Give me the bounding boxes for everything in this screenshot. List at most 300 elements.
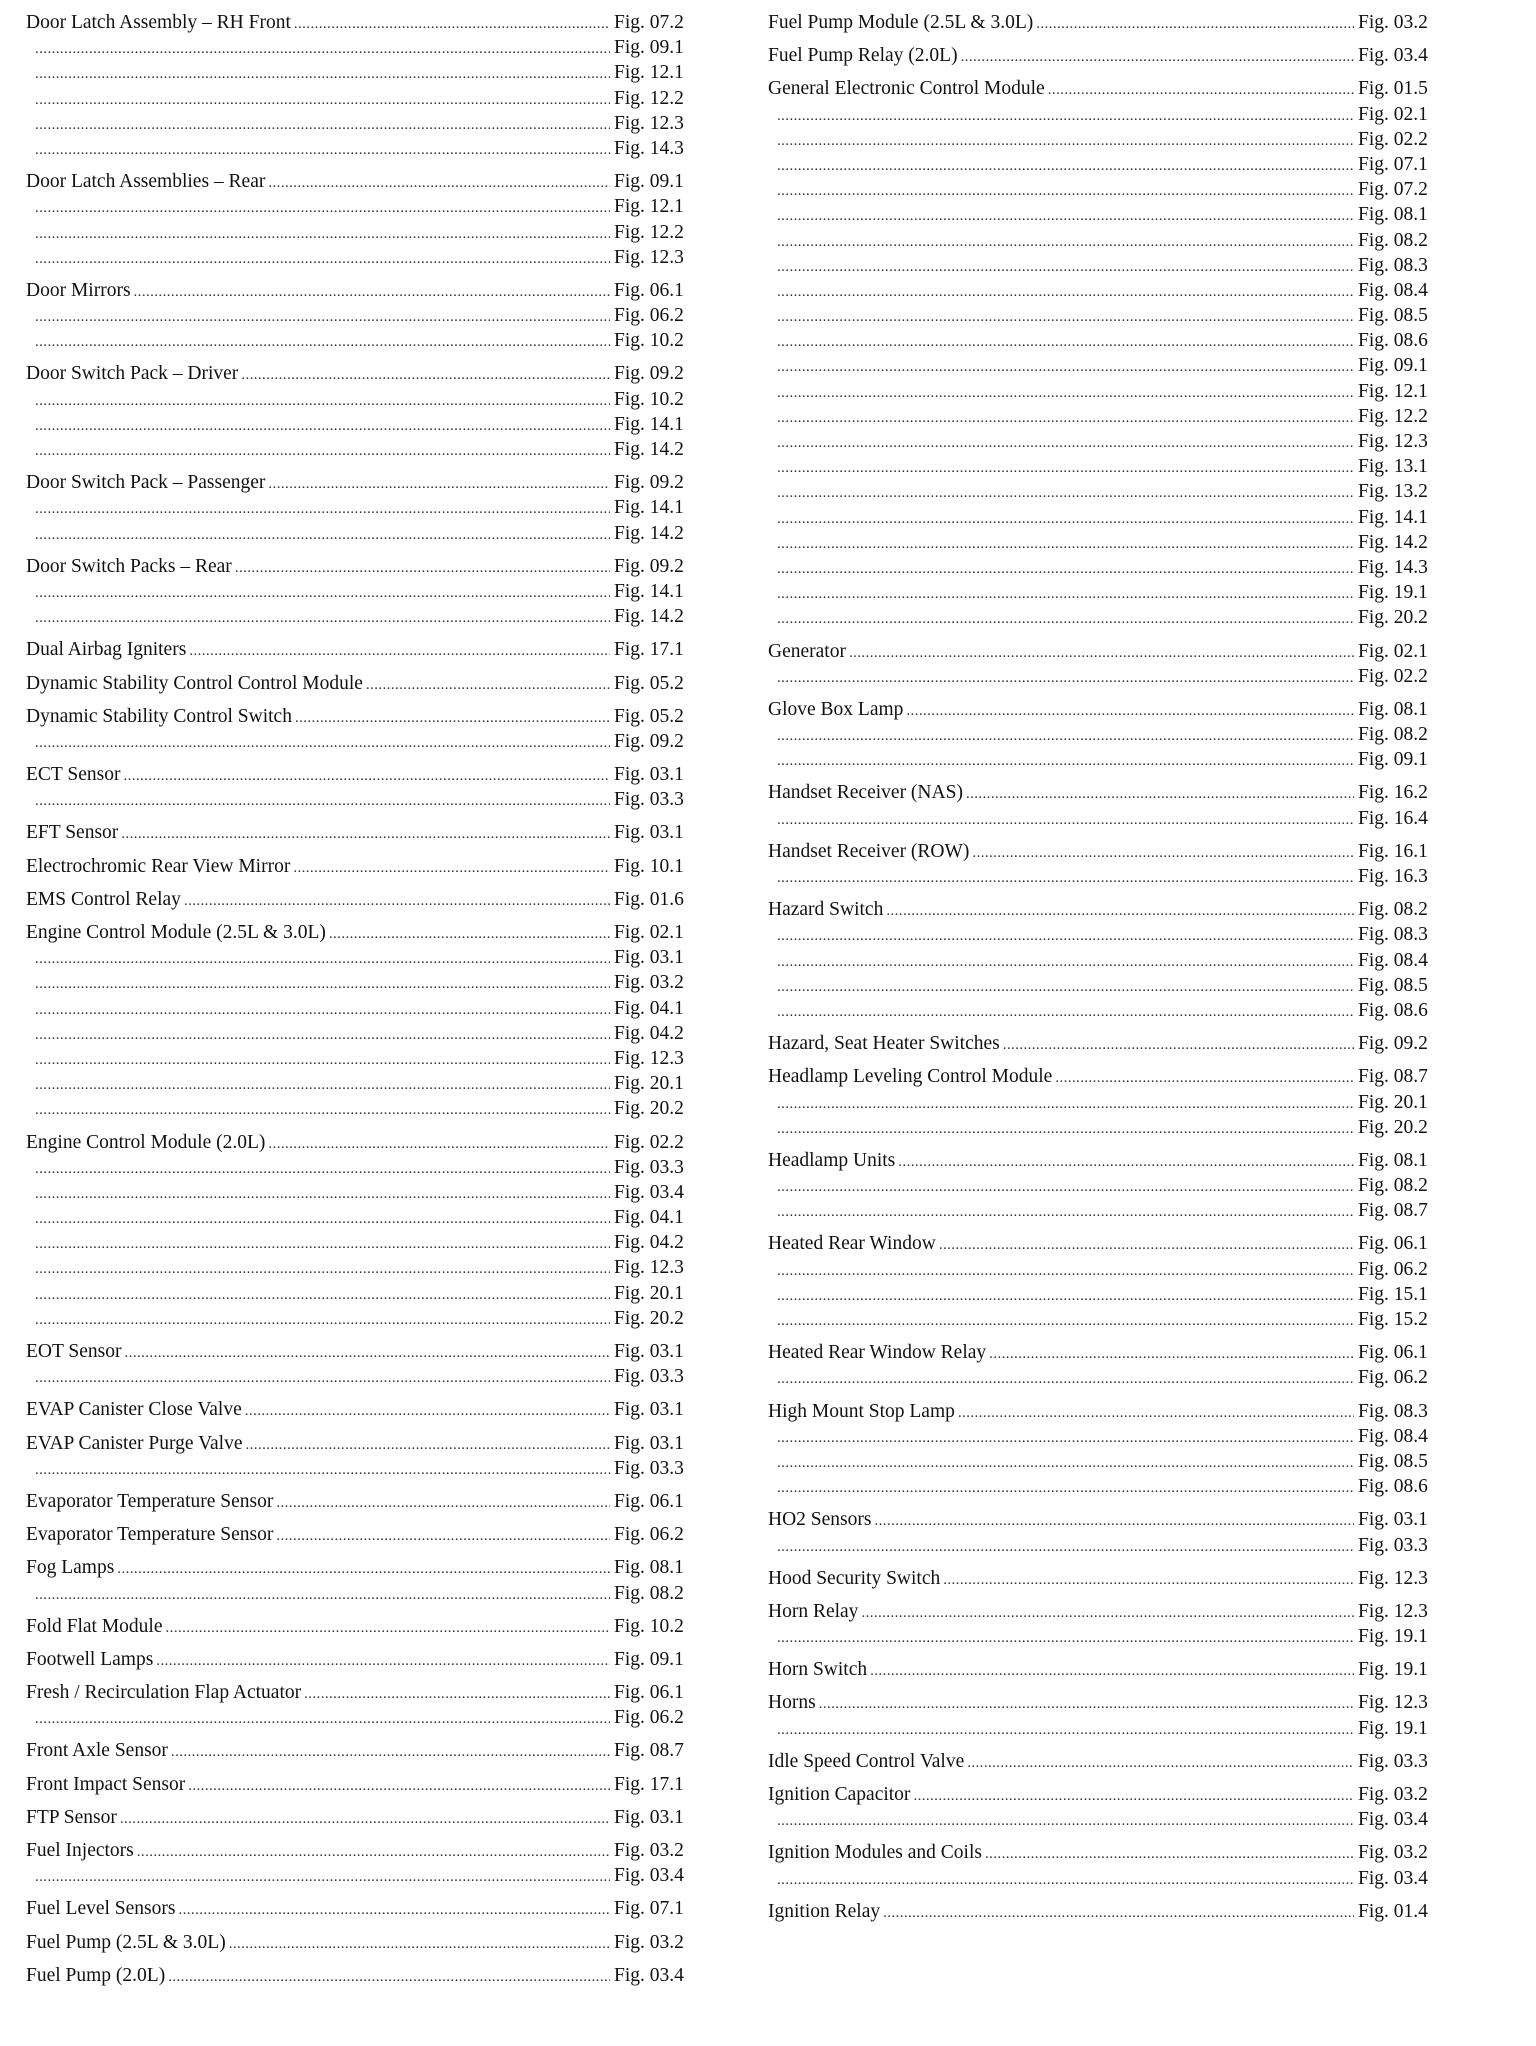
figure-reference: Fig. 12.2 [614, 221, 684, 243]
index-entry-line [26, 1930, 700, 1955]
dot-leader [32, 389, 610, 414]
dot-leader [774, 431, 1354, 456]
dot-leader [986, 1342, 1354, 1367]
dot-leader [816, 1692, 1354, 1717]
index-entry-title: Fresh / Recirculation Flap Actuator [26, 1682, 302, 1704]
dot-leader [963, 782, 1354, 807]
figure-reference: Fig. 03.4 [614, 1181, 684, 1203]
figure-reference: Fig. 08.5 [1358, 974, 1428, 996]
dot-leader [774, 104, 1354, 129]
dot-leader [774, 406, 1354, 431]
index-entry-line [768, 1399, 1444, 1424]
figure-reference: Fig. 08.2 [1358, 1175, 1428, 1197]
index-entry-title: General Electronic Control Module [768, 78, 1045, 100]
index-continuation-line [26, 495, 700, 520]
dot-leader [895, 1150, 1354, 1175]
index-entry-line [26, 169, 700, 194]
index-continuation-line [26, 1071, 700, 1096]
index-continuation-line [768, 404, 1444, 429]
dot-leader [1033, 12, 1354, 37]
figure-reference: Fig. 08.2 [614, 1582, 684, 1604]
index-entry [768, 897, 1444, 1023]
index-entry-title: Ignition Capacitor [768, 1784, 911, 1805]
dot-leader [964, 1751, 1354, 1776]
index-entry [768, 76, 1444, 630]
dot-leader [185, 1774, 610, 1799]
dot-leader [32, 1283, 610, 1308]
index-continuation-line [768, 379, 1444, 404]
index-entry-line [26, 1772, 700, 1797]
index-entry [26, 169, 700, 270]
dot-leader [273, 1491, 610, 1516]
dot-leader [774, 724, 1354, 749]
figure-reference: Fig. 14.3 [1358, 556, 1428, 578]
dot-leader [242, 1399, 610, 1424]
dot-leader [32, 1257, 610, 1282]
figure-reference: Fig. 12.2 [1358, 405, 1428, 427]
figure-reference: Fig. 14.2 [614, 606, 684, 628]
figure-reference: Fig. 10.2 [614, 388, 684, 410]
index-entry [26, 1772, 700, 1797]
index-entry [26, 1805, 700, 1830]
dot-leader [774, 1092, 1354, 1117]
index-entry-line [26, 1963, 700, 1988]
dot-leader [774, 1259, 1354, 1284]
dot-leader [153, 1649, 610, 1674]
dot-leader [858, 1601, 1354, 1626]
figure-reference: Fig. 08.2 [1358, 899, 1428, 921]
figure-reference: Fig. 06.1 [614, 279, 684, 301]
index-continuation-line [768, 998, 1444, 1023]
dot-leader [774, 1868, 1354, 1893]
index-continuation-line [768, 102, 1444, 127]
index-entry-title: Evaporator Temperature Sensor [26, 1524, 274, 1546]
index-entry [768, 1840, 1444, 1890]
figure-reference: Fig. 03.2 [1358, 12, 1428, 33]
dot-leader [774, 1718, 1354, 1743]
index-entry [26, 704, 700, 754]
index-continuation-line [26, 328, 700, 353]
figure-reference: Fig. 08.4 [1358, 949, 1428, 971]
figure-reference: Fig. 19.1 [1358, 1659, 1428, 1681]
index-entry [768, 1749, 1444, 1774]
figure-reference: Fig. 12.2 [614, 87, 684, 109]
figure-reference: Fig. 08.6 [1358, 330, 1428, 352]
dot-leader [32, 1707, 610, 1732]
dot-leader [265, 472, 610, 497]
index-entry [26, 1431, 700, 1481]
figure-reference: Fig. 08.3 [1358, 924, 1428, 946]
index-continuation-line [26, 1255, 700, 1280]
dot-leader [326, 922, 610, 947]
figure-reference: Fig. 14.1 [614, 413, 684, 435]
index-entry [26, 1963, 700, 1988]
dot-leader [774, 607, 1354, 632]
dot-leader [846, 641, 1354, 666]
index-continuation-line [768, 353, 1444, 378]
figure-reference: Fig. 12.1 [614, 196, 684, 218]
index-entry-title: Dual Airbag Igniters [26, 639, 187, 661]
dot-leader [168, 1740, 610, 1765]
dot-leader [32, 789, 610, 814]
figure-reference: Fig. 10.2 [614, 1615, 684, 1637]
index-entry-title: EVAP Canister Purge Valve [26, 1432, 243, 1454]
dot-leader [32, 196, 610, 221]
figure-reference: Fig. 03.3 [1358, 1534, 1428, 1556]
figure-reference: Fig. 09.1 [1358, 749, 1428, 771]
index-continuation-line [768, 1090, 1444, 1115]
index-entry-title: Hazard Switch [768, 899, 884, 921]
index-entry-title: High Mount Stop Lamp [768, 1400, 955, 1422]
index-continuation-line [768, 922, 1444, 947]
dot-leader [774, 557, 1354, 582]
figure-reference: Fig. 03.1 [614, 1432, 684, 1454]
index-column-left [26, 10, 700, 1996]
index-entry-title: Fuel Pump (2.0L) [26, 1964, 166, 1986]
index-continuation-line [768, 1807, 1444, 1832]
figure-reference: Fig. 05.2 [614, 705, 684, 727]
figure-reference: Fig. 03.1 [614, 764, 684, 786]
index-entry-title: Front Impact Sensor [26, 1773, 186, 1795]
index-entry-title: ECT Sensor [26, 764, 121, 786]
figure-reference: Fig. 09.2 [614, 363, 684, 385]
index-entry-title: Idle Speed Control Valve [768, 1750, 965, 1772]
dot-leader [774, 1000, 1354, 1025]
index-continuation-line [26, 437, 700, 462]
dot-leader [774, 381, 1354, 406]
index-continuation-line [26, 60, 700, 85]
dot-leader [32, 305, 610, 330]
dot-leader [774, 305, 1354, 330]
dot-leader [774, 1175, 1354, 1200]
index-entry-line [26, 1838, 700, 1863]
figure-reference: Fig. 15.2 [1358, 1309, 1428, 1330]
index-entry-title: Horns [768, 1692, 816, 1714]
index-continuation-line [768, 1716, 1444, 1741]
index-continuation-line [768, 747, 1444, 772]
index-continuation-line [26, 220, 700, 245]
dot-leader [32, 1023, 610, 1048]
index-continuation-line [26, 1456, 700, 1481]
index-continuation-line [26, 1364, 700, 1389]
dot-leader [163, 1616, 610, 1641]
figure-reference: Fig. 10.2 [614, 330, 684, 352]
index-entry-line [26, 1522, 700, 1547]
index-continuation-line [768, 1198, 1444, 1223]
index-continuation-line [26, 1306, 700, 1331]
index-entry-title: Door Switch Pack – Passenger [26, 472, 266, 494]
figure-reference: Fig. 01.5 [1358, 78, 1428, 100]
index-continuation-line [26, 35, 700, 60]
figure-reference: Fig. 08.1 [1358, 698, 1428, 720]
index-entry [26, 554, 700, 630]
figure-reference: Fig. 03.2 [614, 1840, 684, 1861]
figure-reference: Fig. 09.1 [614, 1648, 684, 1670]
index-entry [26, 1522, 700, 1547]
index-continuation-line [26, 1581, 700, 1606]
index-entry-line [26, 1896, 700, 1921]
figure-reference: Fig. 09.2 [614, 730, 684, 752]
figure-reference: Fig. 03.2 [614, 1931, 684, 1953]
index-entry-line [26, 820, 700, 845]
figure-reference: Fig. 03.4 [614, 1865, 684, 1887]
figure-reference: Fig. 09.2 [614, 472, 684, 494]
dot-leader [134, 1840, 610, 1865]
figure-reference: Fig. 14.2 [1358, 531, 1428, 553]
index-entry-line [768, 76, 1444, 101]
index-entry [26, 10, 700, 161]
dot-leader [32, 581, 610, 606]
index-entry [26, 820, 700, 845]
figure-reference: Fig. 16.2 [1358, 782, 1428, 804]
index-entry-title: EOT Sensor [26, 1341, 122, 1362]
index-entry-line [26, 1397, 700, 1422]
figure-reference: Fig. 09.1 [614, 37, 684, 59]
index-continuation-line [26, 1021, 700, 1046]
figure-reference: Fig. 14.1 [614, 580, 684, 602]
index-entry-line [768, 697, 1444, 722]
figure-reference: Fig. 02.2 [614, 1131, 684, 1153]
index-continuation-line [26, 86, 700, 111]
index-entry-line [768, 1340, 1444, 1365]
index-entry-title: Door Latch Assembly – RH Front [26, 12, 291, 33]
index-entry-line [26, 1738, 700, 1763]
index-entry [768, 1231, 1444, 1332]
index-entry-title: Hazard, Seat Heater Switches [768, 1033, 1000, 1055]
index-entry-line [26, 1647, 700, 1672]
figure-reference: Fig. 19.1 [1358, 582, 1428, 604]
index-entry-line [768, 1566, 1444, 1591]
dot-leader [955, 1401, 1354, 1426]
dot-leader [265, 1132, 610, 1157]
dot-leader [32, 37, 610, 62]
dot-leader [774, 1367, 1354, 1392]
index-continuation-line [26, 1705, 700, 1730]
index-entry [768, 1148, 1444, 1224]
index-entry-line [26, 1339, 700, 1364]
dot-leader [774, 1200, 1354, 1225]
dot-leader [32, 731, 610, 756]
index-column-right [768, 10, 1444, 1932]
index-continuation-line [26, 194, 700, 219]
index-entry [26, 1896, 700, 1921]
dot-leader [969, 841, 1354, 866]
figure-reference: Fig. 06.2 [1358, 1258, 1428, 1280]
index-entry-title: Ignition Relay [768, 1900, 881, 1922]
figure-reference: Fig. 08.4 [1358, 279, 1428, 301]
index-entry [768, 10, 1444, 35]
figure-reference: Fig. 12.3 [614, 1047, 684, 1069]
figure-reference: Fig. 01.6 [614, 888, 684, 910]
figure-reference: Fig. 20.1 [614, 1073, 684, 1095]
dot-leader [774, 1426, 1354, 1451]
index-entry-title: Electrochromic Rear View Mirror [26, 855, 291, 877]
figure-reference: Fig. 08.6 [1358, 1476, 1428, 1498]
index-entry [768, 839, 1444, 889]
figure-reference: Fig. 10.1 [614, 855, 684, 877]
index-continuation-line [26, 303, 700, 328]
figure-reference: Fig. 12.1 [614, 62, 684, 84]
dot-leader [301, 1682, 610, 1707]
figure-reference: Fig. 08.7 [614, 1740, 684, 1762]
figure-reference: Fig. 15.1 [1358, 1283, 1428, 1305]
figure-reference: Fig. 08.5 [1358, 1450, 1428, 1472]
index-entry-title: Ignition Modules and Coils [768, 1842, 982, 1864]
dot-leader [32, 1098, 610, 1123]
index-continuation-line [26, 387, 700, 412]
index-entry-line [768, 1899, 1444, 1924]
figure-reference: Fig. 03.3 [1358, 1750, 1428, 1772]
figure-reference: Fig. 12.3 [1358, 1567, 1428, 1589]
figure-reference: Fig. 08.5 [1358, 305, 1428, 327]
index-entry [768, 1782, 1444, 1832]
dot-leader [774, 532, 1354, 557]
index-entry [768, 697, 1444, 773]
index-entry-line [768, 897, 1444, 922]
figure-reference: Fig. 03.1 [614, 1399, 684, 1421]
dot-leader [1052, 1066, 1354, 1091]
dot-leader [32, 947, 610, 972]
figure-reference: Fig. 20.1 [1358, 1091, 1428, 1113]
dot-leader [273, 1524, 610, 1549]
index-continuation-line [26, 521, 700, 546]
dot-leader [32, 330, 610, 355]
dot-leader [774, 1626, 1354, 1651]
index-entry-line [768, 1031, 1444, 1056]
figure-reference: Fig. 08.6 [1358, 999, 1428, 1021]
index-entry [26, 1339, 700, 1389]
figure-reference: Fig. 04.2 [614, 1232, 684, 1254]
index-continuation-line [768, 580, 1444, 605]
figure-reference: Fig. 03.2 [614, 972, 684, 994]
index-entry-title: Door Switch Pack – Driver [26, 363, 239, 385]
index-continuation-line [768, 1307, 1444, 1332]
figure-reference: Fig. 12.3 [614, 1257, 684, 1279]
dot-leader [32, 1583, 610, 1608]
dot-leader [774, 1809, 1354, 1834]
dot-leader [774, 975, 1354, 1000]
dot-leader [32, 222, 610, 247]
dot-leader [774, 230, 1354, 255]
dot-leader [774, 204, 1354, 229]
index-entry-title: Door Mirrors [26, 279, 131, 301]
index-entry-title: Fuel Pump Module (2.5L & 3.0L) [768, 12, 1034, 33]
index-entry [26, 1930, 700, 1955]
index-continuation-line [26, 1863, 700, 1888]
dot-leader [1000, 1033, 1354, 1058]
index-entry-line [26, 1130, 700, 1155]
dot-leader [774, 950, 1354, 975]
index-entry-line [26, 1431, 700, 1456]
dot-leader [32, 414, 610, 439]
figure-reference: Fig. 03.3 [614, 1366, 684, 1388]
index-entry-title: Handset Receiver (ROW) [768, 840, 970, 862]
index-entry-line [26, 887, 700, 912]
index-continuation-line [26, 1155, 700, 1180]
index-entry [768, 1031, 1444, 1056]
index-continuation-line [26, 729, 700, 754]
figure-reference: Fig. 02.2 [1358, 665, 1428, 687]
dot-leader [774, 507, 1354, 532]
dot-leader [175, 1898, 610, 1923]
index-continuation-line [26, 1180, 700, 1205]
index-entry-title: Glove Box Lamp [768, 698, 904, 720]
index-entry [26, 1647, 700, 1672]
figure-reference: Fig. 13.2 [1358, 481, 1428, 503]
index-entry-line [26, 1489, 700, 1514]
figure-reference: Fig. 12.3 [614, 112, 684, 134]
index-entry-title: Horn Relay [768, 1600, 859, 1622]
index-entry-title: Fuel Pump (2.5L & 3.0L) [26, 1931, 226, 1953]
dot-leader [292, 706, 610, 731]
figure-reference: Fig. 06.1 [614, 1490, 684, 1512]
index-entry [768, 1340, 1444, 1390]
dot-leader [186, 639, 610, 664]
index-entry-title: Handset Receiver (NAS) [768, 782, 963, 804]
index-continuation-line [768, 202, 1444, 227]
figure-reference: Fig. 03.2 [1358, 1784, 1428, 1805]
index-entry [26, 1397, 700, 1422]
index-entry-line [26, 1680, 700, 1705]
index-continuation-line [768, 303, 1444, 328]
index-continuation-line [768, 479, 1444, 504]
figure-reference: Fig. 14.1 [614, 497, 684, 519]
figure-reference: Fig. 14.3 [614, 137, 684, 159]
index-entry-line [768, 780, 1444, 805]
index-continuation-line [26, 970, 700, 995]
dot-leader [936, 1233, 1354, 1258]
dot-leader [871, 1509, 1354, 1534]
dot-leader [774, 666, 1354, 691]
dot-leader [903, 699, 1354, 724]
index-entry-line [768, 43, 1444, 68]
figure-reference: Fig. 05.2 [614, 672, 684, 694]
index-entry [768, 1899, 1444, 1924]
index-continuation-line [768, 177, 1444, 202]
figure-reference: Fig. 12.3 [614, 246, 684, 268]
index-continuation-line [768, 664, 1444, 689]
dot-leader [122, 1341, 610, 1366]
index-entry-title: Door Switch Packs – Rear [26, 555, 232, 577]
figure-reference: Fig. 06.1 [1358, 1233, 1428, 1255]
index-entry-title: Hood Security Switch [768, 1567, 941, 1589]
index-entry [26, 762, 700, 812]
index-entry-line [768, 639, 1444, 664]
index-entry-title: Horn Switch [768, 1659, 868, 1681]
figure-reference: Fig. 09.2 [1358, 1033, 1428, 1055]
index-continuation-line [768, 1624, 1444, 1649]
index-entry [768, 1064, 1444, 1140]
figure-reference: Fig. 19.1 [1358, 1626, 1428, 1648]
index-entry-line [26, 1805, 700, 1830]
index-entry [26, 920, 700, 1122]
index-entry-line [768, 1782, 1444, 1807]
index-continuation-line [768, 948, 1444, 973]
index-continuation-line [26, 787, 700, 812]
figure-reference: Fig. 04.1 [614, 1207, 684, 1229]
figure-reference: Fig. 03.2 [1358, 1842, 1428, 1864]
figure-reference: Fig. 20.2 [1358, 1116, 1428, 1138]
index-entry [26, 1130, 700, 1332]
figure-reference: Fig. 16.3 [1358, 866, 1428, 887]
dot-leader [120, 764, 610, 789]
figure-reference: Fig. 03.3 [614, 789, 684, 811]
figure-reference: Fig. 08.2 [1358, 724, 1428, 746]
index-entry-line [26, 10, 700, 35]
figure-reference: Fig. 08.1 [1358, 1149, 1428, 1171]
dot-leader [910, 1784, 1354, 1809]
dot-leader [32, 88, 610, 113]
